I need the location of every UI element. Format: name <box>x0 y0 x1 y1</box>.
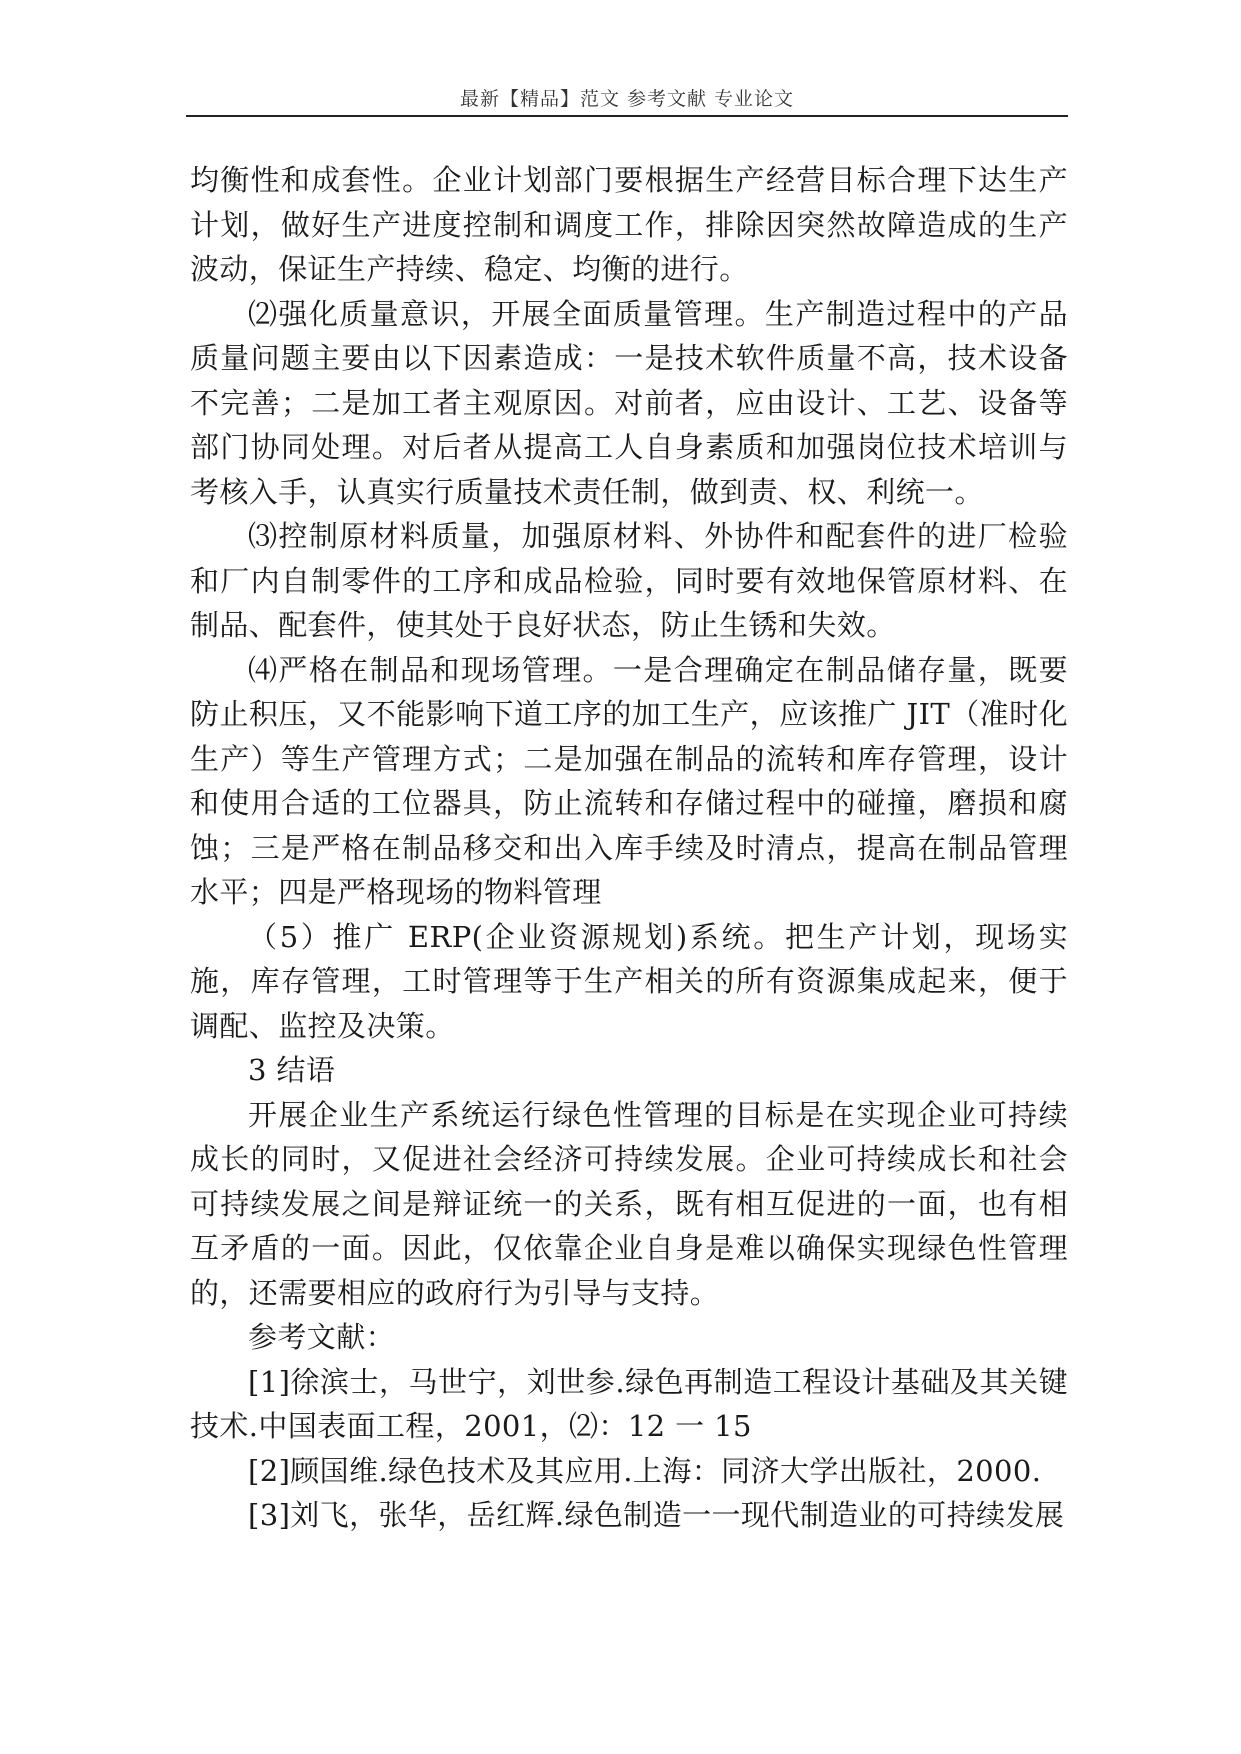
paragraph-item-3: ⑶控制原材料质量，加强原材料、外协件和配套件的进厂检验和厂内自制零件的工序和成品检验，同时要有效地保管原材料、在制品、配套件，使其处于良好状态，防止生锈和失效。 <box>190 519 1068 642</box>
page-body <box>190 158 1068 1538</box>
paragraph-item-5: （5）推广 ERP(企业资源规划)系统。把生产计划，现场实施，库存管理，工时管理等于生产相关的所有资源集成起来，便于调配、监控及决策。 <box>190 919 1068 1043</box>
paragraph-conclusion: 开展企业生产系统运行绿色性管理的目标是在实现企业可持续成长的同时，又促进社会经济可持续发展。企业可持续成长和社会可持续发展之间是辩证统一的关系，既有相互促进的一面，也有相互矛盾的一面。因此，仅依靠企业自身是难以确保实现绿色性管理的，还需要相应的政府行为引导与支持。 <box>190 1097 1068 1310</box>
paragraph-item-4: ⑷严格在制品和现场管理。一是合理确定在制品储存量，既要防止积压，又不能影响下道工序的加工生产，应该推广 JIT（准时化生产）等生产管理方式；二是加强在制品的流转和库存管理，设计和使用合适的工位器具，防止流转和存储过程中的碰撞，磨损和腐蚀；三是严格在制品移交和出入库手续及时清点，提高在制品管理水平；四是严格现场的物料管理 <box>190 652 1068 909</box>
references-heading: 参考文献： <box>248 1320 396 1354</box>
header-divider <box>186 115 1068 117</box>
section-heading-conclusion: 3 结语 <box>248 1053 336 1087</box>
page-header: 最新【精品】范文 参考文献 专业论文 <box>459 88 795 110</box>
paragraph-item-2: ⑵强化质量意识，开展全面质量管理。生产制造过程中的产品质量问题主要由以下因素造成：一是技术软件质量不高，技术设备不完善；二是加工者主观原因。对前者，应由设计、工艺、设备等部门协同处理。对后者从提高工人自身素质和加强岗位技术培训与考核入手，认真实行质量技术责任制，做到责、权、利统一。 <box>190 296 1068 509</box>
paragraph-continuation: 均衡性和成套性。企业计划部门要根据生产经营目标合理下达生产计划，做好生产进度控制和调度工作，排除因突然故障造成的生产波动，保证生产持续、稳定、均衡的进行。 <box>190 163 1068 286</box>
reference-item-2: [2]顾国维.绿色技术及其应用.上海：同济大学出版社，2000. <box>248 1453 1042 1488</box>
reference-item-1: [1]徐滨士，马世宁，刘世参.绿色再制造工程设计基础及其关键技术.中国表面工程，2001，⑵：12 一 15 <box>190 1364 1068 1443</box>
reference-item-3: [3]刘飞，张华，岳红辉.绿色制造一一现代制造业的可持续发展 <box>248 1498 1065 1532</box>
